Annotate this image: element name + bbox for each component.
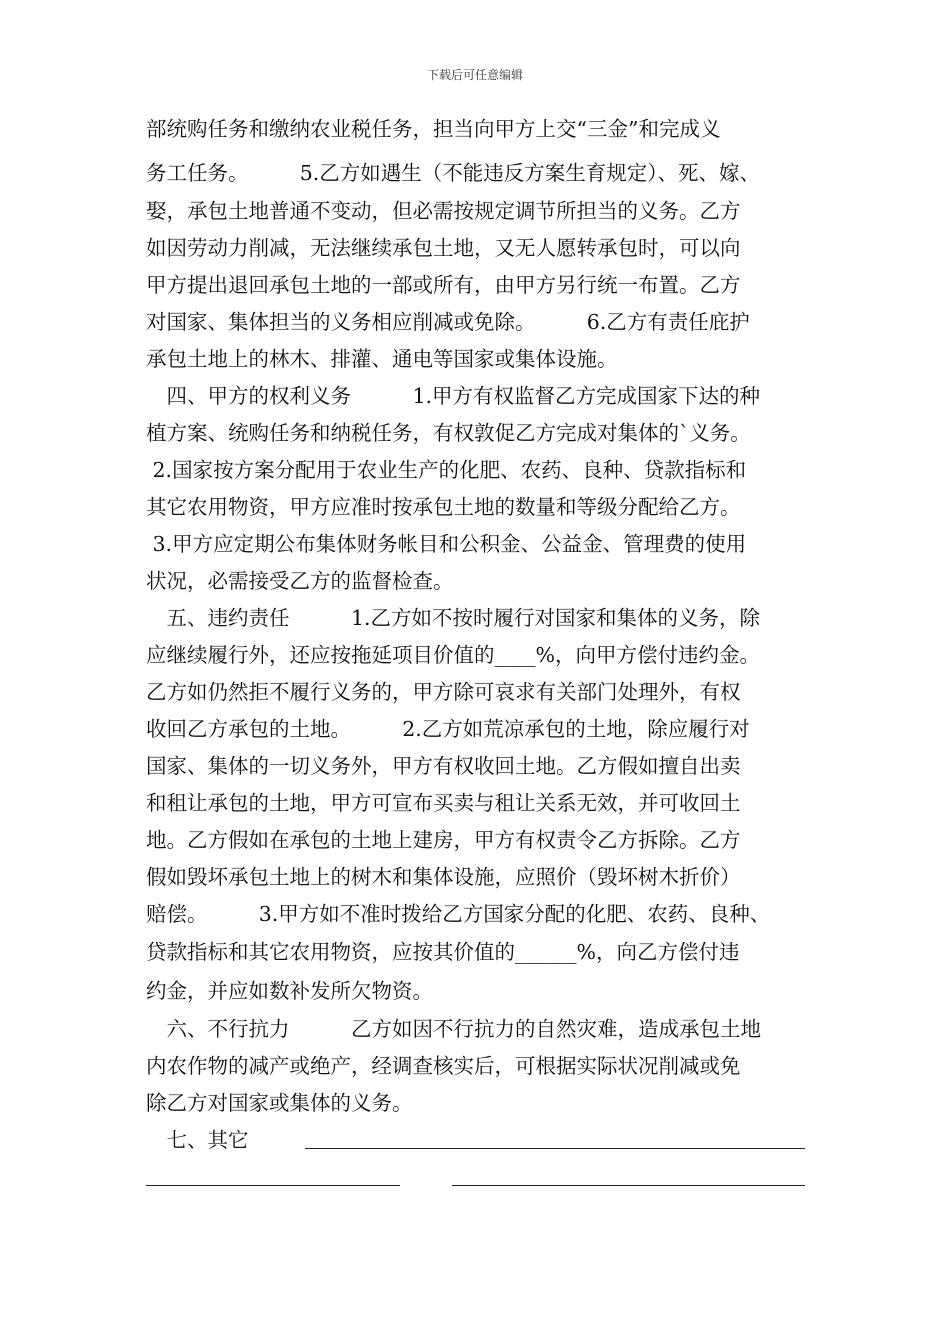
text-line: 约金，并应如数补发所欠物资。 bbox=[146, 979, 433, 1003]
text-line: 娶，承包土地普通不变动，但必需按规定调节所担当的义务。乙方 bbox=[146, 199, 741, 223]
text-line: 四、甲方的权利义务 1.甲方有权监督乙方完成国家下达的种 bbox=[146, 384, 761, 408]
text-line: 其它农用物资，甲方应准时按承包土地的数量和等级分配给乙方。 bbox=[146, 495, 741, 519]
text-line: 植方案、统购任务和纳税任务，有权敦促乙方完成对集体的`义务。 bbox=[146, 421, 751, 445]
text-line: 收回乙方承包的土地。 2.乙方如荒凉承包的土地，除应履行对 bbox=[146, 717, 750, 741]
text-line: 假如毁坏承包土地上的树木和集体设施，应照价（毁坏树木折价） bbox=[146, 865, 741, 889]
text-line: 和租让承包的土地，甲方可宣布买卖与租让关系无效，并可收回土 bbox=[146, 791, 741, 815]
text-line: 地。乙方假如在承包的土地上建房，甲方有权责令乙方拆除。乙方 bbox=[146, 828, 741, 852]
text-line: 甲方提出退回承包土地的一部或所有，由甲方另行统一布置。乙方 bbox=[146, 273, 741, 297]
text-line: 务工任务。 5.乙方如遇生（不能违反方案生育规定）、死、嫁、 bbox=[146, 161, 761, 185]
text-line: 状况，必需接受乙方的监督检查。 bbox=[146, 569, 454, 593]
text-line: 部统购任务和缴纳农业税任务，担当向甲方上交“三金”和完成义 bbox=[146, 117, 721, 141]
blank-line-other-2 bbox=[146, 1185, 400, 1186]
blank-line-other-3 bbox=[452, 1185, 805, 1186]
page-header: 下载后可任意编辑 bbox=[426, 68, 523, 82]
blank-line-other-1 bbox=[305, 1148, 805, 1149]
text-line: 贷款指标和其它农用物资，应按其价值的______%，向乙方偿付违 bbox=[146, 940, 740, 964]
text-line: 七、其它 bbox=[146, 1128, 249, 1152]
text-line: 赔偿。 3.甲方如不准时拨给乙方国家分配的化肥、农药、良种、 bbox=[146, 902, 771, 926]
text-line: 五、违约责任 1.乙方如不按时履行对国家和集体的义务，除 bbox=[146, 606, 761, 630]
text-line: 对国家、集体担当的义务相应削减或免除。 6.乙方有责任庇护 bbox=[146, 310, 750, 334]
text-line: 应继续履行外，还应按拖延项目价值的____%，向甲方偿付违约金。 bbox=[146, 643, 760, 667]
text-line: 内农作物的减产或绝产，经调查核实后，可根据实际状况削减或免 bbox=[146, 1054, 741, 1078]
text-line: 除乙方对国家或集体的义务。 bbox=[146, 1091, 413, 1115]
text-line: 六、不行抗力 乙方如因不行抗力的自然灾难，造成承包土地 bbox=[146, 1017, 761, 1041]
text-line: 承包土地上的林木、排灌、通电等国家或集体设施。 bbox=[146, 347, 618, 371]
text-line: 国家、集体的一切义务外，甲方有权收回土地。乙方假如擅自出卖 bbox=[146, 754, 741, 778]
text-line: 2.国家按方案分配用于农业生产的化肥、农药、良种、贷款指标和 bbox=[146, 458, 747, 482]
text-line: 如因劳动力削减，无法继续承包土地，又无人愿转承包时，可以向 bbox=[146, 236, 741, 260]
text-line: 乙方如仍然拒不履行义务的，甲方除可哀求有关部门处理外，有权 bbox=[146, 680, 741, 704]
text-line: 3.甲方应定期公布集体财务帐目和公积金、公益金、管理费的使用 bbox=[146, 532, 747, 556]
